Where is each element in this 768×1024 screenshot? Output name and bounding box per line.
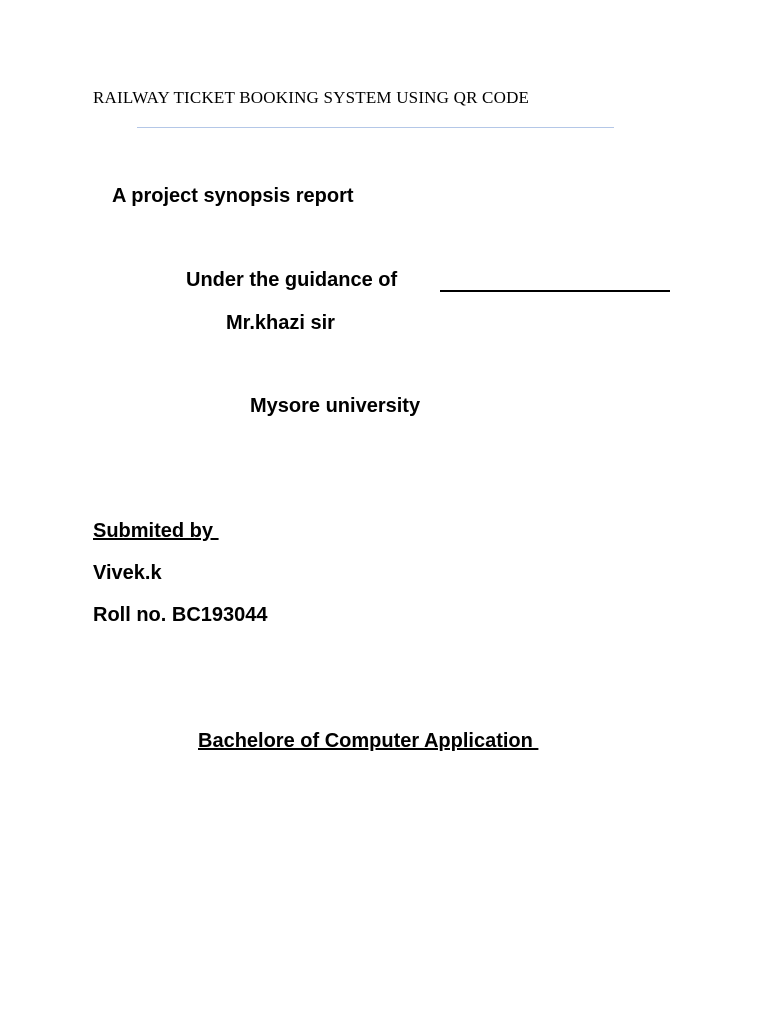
guidance-blank-line bbox=[440, 290, 670, 292]
student-name: Vivek.k bbox=[93, 562, 162, 584]
document-title: RAILWAY TICKET BOOKING SYSTEM USING QR CODE bbox=[93, 88, 530, 107]
report-subtitle: A project synopsis report bbox=[112, 185, 354, 207]
submitted-by-label: Submited by bbox=[93, 520, 219, 542]
university-name: Mysore university bbox=[250, 395, 421, 417]
degree-name: Bachelore of Computer Application bbox=[198, 730, 539, 752]
roll-number: Roll no. BC193044 bbox=[93, 604, 268, 626]
guide-name: Mr.khazi sir bbox=[226, 312, 335, 334]
title-divider bbox=[137, 127, 614, 128]
guidance-label: Under the guidance of bbox=[186, 269, 398, 291]
